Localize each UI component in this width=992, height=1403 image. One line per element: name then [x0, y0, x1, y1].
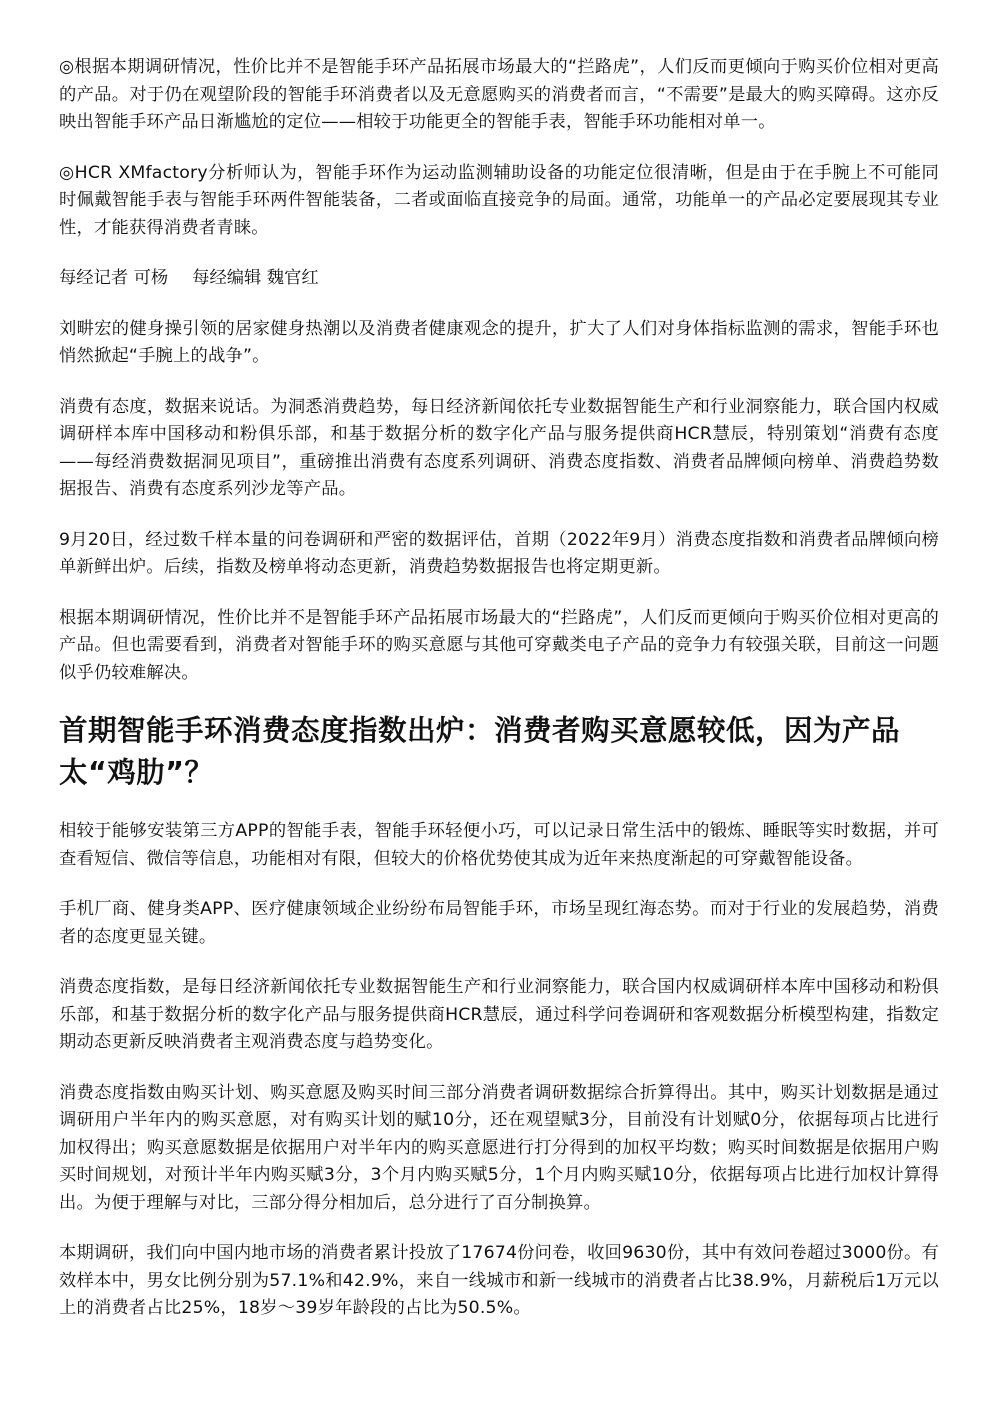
- paragraph-methodology: 消费态度指数由购买计划、购买意愿及购买时间三部分消费者调研数据综合折算得出。其中，购买计划数据是通过调研用户半年内的购买意愿，对有购买计划的赋10分，还在观望赋3分，目前没有计划赋0分，依据每项占比进行加权得出；购买意愿数据是依据用户对半年内的购买意愿进行打分得到的加权平均数；购买时间数据是依据用户购买时间规划，对预计半年内购买赋3分，3个月内购买赋5分，1个月内购买赋10分，依据每项占比进行加权计算得出。为便于理解与对比，三部分得分相加后，总分进行了百分制换算。: [59, 1082, 939, 1213]
- section-heading: 首期智能手环消费态度指数出炉：消费者购买意愿较低，因为产品太“鸡肋”？: [59, 714, 901, 789]
- paragraph-summary-1: ◎根据本期调研情况，性价比并不是智能手环产品拓展市场最大的“拦路虎”，人们反而更倾向于购买价位相对更高的产品。对于仍在观望阶段的智能手环消费者以及无意愿购买的消费者而言，“不需要”是最大的购买障碍。这亦反映出智能手环产品日渐尴尬的定位——相较于功能更全的智能手表，智能手环功能相对单一。: [59, 57, 939, 132]
- article: [59, 54, 939, 1346]
- reporter-credit: 每经记者 可杨: [59, 268, 169, 288]
- paragraph-release: 9月20日，经过数千样本量的问卷调研和严密的数据评估，首期（2022年9月）消费态度指数和消费者品牌倾向榜单新鲜出炉。后续，指数及榜单将动态更新，消费趋势数据报告也将定期更新。: [59, 529, 939, 577]
- paragraph-intro: 刘畊宏的健身操引领的居家健身热潮以及消费者健康观念的提升，扩大了人们对身体指标监测的需求，智能手环也悄然掀起“手腕上的战争”。: [59, 318, 939, 366]
- paragraph-sample: 本期调研，我们向中国内地市场的消费者累计投放了17674份问卷，收回9630份，其中有效问卷超过3000份。有效样本中，男女比例分别为57.1%和42.9%，来自一线城市和新一线城市的消费者占比38.9%，月薪税后1万元以上的消费者占比25%，18岁～39岁年龄段的占比为50.5%。: [59, 1243, 939, 1318]
- paragraph-comparison: 相较于能够安装第三方APP的智能手表，智能手环轻便小巧，可以记录日常生活中的锻炼、睡眠等实时数据，并可查看短信、微信等信息，功能相对有限，但较大的价格优势使其成为近年来热度渐起的可穿戴智能设备。: [59, 821, 939, 869]
- paragraph-summary-2: ◎HCR XMfactory分析师认为，智能手环作为运动监测辅助设备的功能定位很清晰，但是由于在手腕上不可能同时佩戴智能手表与智能手环两件智能装备，二者或面临直接竞争的局面。通常，功能单一的产品必定要展现其专业性，才能获得消费者青睐。: [59, 162, 939, 238]
- byline: [59, 265, 939, 293]
- paragraph-market: 手机厂商、健身类APP、医疗健康领域企业纷纷布局智能手环，市场呈现红海态势。而对于行业的发展趋势，消费者的态度更显关键。: [59, 899, 939, 947]
- paragraph-findings: 根据本期调研情况，性价比并不是智能手环产品拓展市场最大的“拦路虎”，人们反而更倾向于购买价位相对更高的产品。但也需要看到，消费者对智能手环的购买意愿与其他可穿戴类电子产品的竞争力有较强关联，目前这一问题似乎仍较难解决。: [59, 607, 939, 683]
- editor-credit: 每经编辑 魏官红: [192, 268, 319, 288]
- paragraph-index-definition: 消费态度指数，是每日经济新闻依托专业数据智能生产和行业洞察能力，联合国内权威调研样本库中国移动和粉俱乐部，和基于数据分析的数字化产品与服务提供商HCR慧辰，通过科学问卷调研和客观数据分析模型构建，指数定期动态更新反映消费者主观消费态度与趋势变化。: [59, 977, 939, 1052]
- paragraph-project: 消费有态度，数据来说话。为洞悉消费趋势，每日经济新闻依托专业数据智能生产和行业洞察能力，联合国内权威调研样本库中国移动和粉俱乐部，和基于数据分析的数字化产品与服务提供商HCR慧辰，特别策划“消费有态度——每经消费数据洞见项目”，重磅推出消费有态度系列调研、消费态度指数、消费者品牌倾向榜单、消费趋势数据报告、消费有态度系列沙龙等产品。: [59, 396, 939, 499]
